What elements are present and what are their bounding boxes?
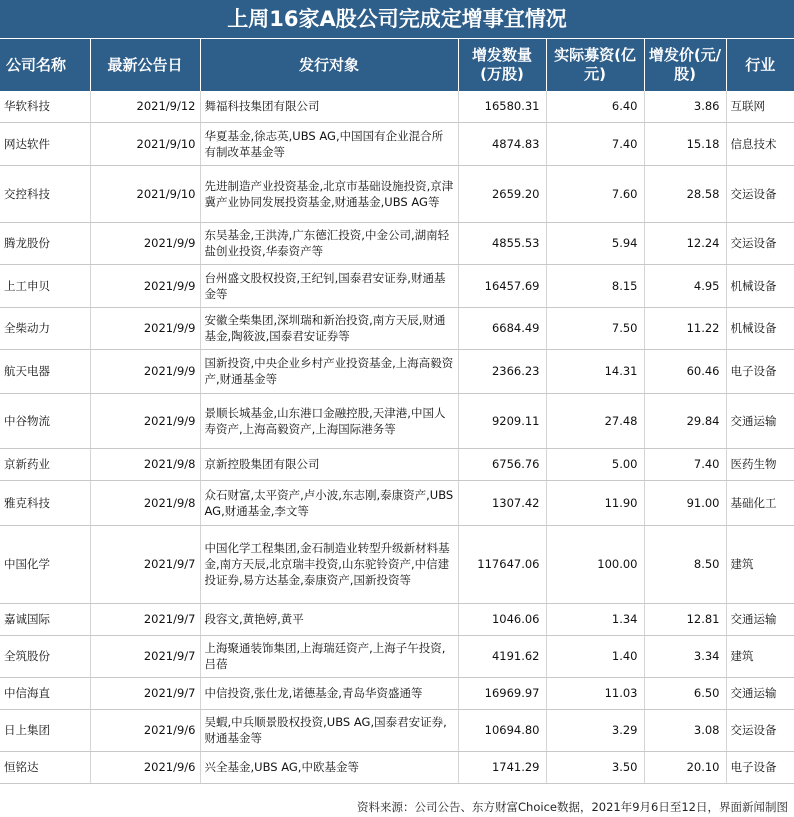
cell-industry: 机械设备 bbox=[726, 264, 794, 307]
cell-investors: 国新投资,中央企业乡村产业投资基金,上海高毅资产,财通基金等 bbox=[200, 349, 458, 393]
cell-industry: 交通运输 bbox=[726, 603, 794, 635]
cell-quantity: 1741.29 bbox=[458, 751, 546, 783]
cell-company: 交控科技 bbox=[0, 165, 90, 222]
cell-company: 上工申贝 bbox=[0, 264, 90, 307]
table-row bbox=[0, 307, 794, 349]
cell-company: 中信海直 bbox=[0, 677, 90, 709]
cell-date: 2021/9/12 bbox=[90, 91, 200, 122]
table-row bbox=[0, 264, 794, 307]
cell-investors: 京新控股集团有限公司 bbox=[200, 448, 458, 480]
cell-investors: 众石财富,太平资产,卢小波,东志刚,泰康资产,UBS AG,财通基金,李文等 bbox=[200, 480, 458, 525]
cell-quantity: 1046.06 bbox=[458, 603, 546, 635]
cell-industry: 建筑 bbox=[726, 525, 794, 603]
cell-quantity: 2366.23 bbox=[458, 349, 546, 393]
cell-company: 华软科技 bbox=[0, 91, 90, 122]
cell-investors: 兴全基金,UBS AG,中欧基金等 bbox=[200, 751, 458, 783]
page-title: 上周16家A股公司完成定增事宜情况 bbox=[0, 0, 794, 39]
cell-company: 恒铭达 bbox=[0, 751, 90, 783]
placement-table bbox=[0, 39, 794, 784]
cell-industry: 电子设备 bbox=[726, 751, 794, 783]
cell-quantity: 16580.31 bbox=[458, 91, 546, 122]
cell-investors: 华夏基金,徐志英,UBS AG,中国国有企业混合所有制改革基金等 bbox=[200, 122, 458, 165]
cell-price: 12.24 bbox=[644, 222, 726, 264]
cell-date: 2021/9/9 bbox=[90, 222, 200, 264]
cell-raised: 100.00 bbox=[546, 525, 644, 603]
cell-industry: 交运设备 bbox=[726, 709, 794, 751]
cell-raised: 11.90 bbox=[546, 480, 644, 525]
cell-date: 2021/9/10 bbox=[90, 122, 200, 165]
cell-investors: 舞福科技集团有限公司 bbox=[200, 91, 458, 122]
table-header-row bbox=[0, 39, 794, 91]
cell-quantity: 4874.83 bbox=[458, 122, 546, 165]
cell-industry: 互联网 bbox=[726, 91, 794, 122]
cell-quantity: 4855.53 bbox=[458, 222, 546, 264]
cell-investors: 台州盛文股权投资,王纪钊,国泰君安证券,财通基金等 bbox=[200, 264, 458, 307]
cell-industry: 电子设备 bbox=[726, 349, 794, 393]
table-row bbox=[0, 525, 794, 603]
cell-industry: 医药生物 bbox=[726, 448, 794, 480]
cell-quantity: 16969.97 bbox=[458, 677, 546, 709]
table-row bbox=[0, 122, 794, 165]
cell-industry: 信息技术 bbox=[726, 122, 794, 165]
header-investors: 发行对象 bbox=[200, 39, 458, 91]
table-row bbox=[0, 222, 794, 264]
cell-price: 12.81 bbox=[644, 603, 726, 635]
cell-date: 2021/9/9 bbox=[90, 393, 200, 448]
cell-price: 91.00 bbox=[644, 480, 726, 525]
table-row bbox=[0, 751, 794, 783]
cell-company: 网达软件 bbox=[0, 122, 90, 165]
table-body bbox=[0, 91, 794, 783]
cell-industry: 交通运输 bbox=[726, 393, 794, 448]
cell-quantity: 1307.42 bbox=[458, 480, 546, 525]
table-row bbox=[0, 448, 794, 480]
cell-company: 雅克科技 bbox=[0, 480, 90, 525]
header-price: 增发价(元/股) bbox=[644, 39, 726, 91]
cell-quantity: 2659.20 bbox=[458, 165, 546, 222]
cell-date: 2021/9/8 bbox=[90, 480, 200, 525]
cell-price: 7.40 bbox=[644, 448, 726, 480]
cell-investors: 中国化学工程集团,金石制造业转型升级新材料基金,南方天辰,北京瑞丰投资,山东驼铃资产,中信建投证券,易方达基金,泰康资产,国新投资等 bbox=[200, 525, 458, 603]
cell-raised: 7.50 bbox=[546, 307, 644, 349]
cell-industry: 交运设备 bbox=[726, 165, 794, 222]
cell-date: 2021/9/7 bbox=[90, 603, 200, 635]
cell-quantity: 6756.76 bbox=[458, 448, 546, 480]
table-row bbox=[0, 709, 794, 751]
cell-investors: 上海聚通装饰集团,上海瑞廷资产,上海子午投资,吕蓓 bbox=[200, 635, 458, 677]
source-note: 资料来源：公司公告、东方财富Choice数据，2021年9月6日至12日，界面新闻制图 bbox=[0, 797, 794, 817]
cell-company: 嘉诚国际 bbox=[0, 603, 90, 635]
cell-investors: 先进制造产业投资基金,北京市基础设施投资,京津冀产业协同发展投资基金,财通基金,UBS AG等 bbox=[200, 165, 458, 222]
cell-date: 2021/9/9 bbox=[90, 264, 200, 307]
cell-date: 2021/9/7 bbox=[90, 525, 200, 603]
cell-raised: 5.00 bbox=[546, 448, 644, 480]
table-row bbox=[0, 393, 794, 448]
cell-price: 29.84 bbox=[644, 393, 726, 448]
header-company: 公司名称 bbox=[0, 39, 90, 91]
cell-date: 2021/9/7 bbox=[90, 677, 200, 709]
cell-price: 60.46 bbox=[644, 349, 726, 393]
cell-date: 2021/9/8 bbox=[90, 448, 200, 480]
cell-raised: 7.40 bbox=[546, 122, 644, 165]
cell-raised: 3.50 bbox=[546, 751, 644, 783]
cell-industry: 交通运输 bbox=[726, 677, 794, 709]
cell-price: 28.58 bbox=[644, 165, 726, 222]
cell-company: 腾龙股份 bbox=[0, 222, 90, 264]
cell-company: 中谷物流 bbox=[0, 393, 90, 448]
cell-company: 全筑股份 bbox=[0, 635, 90, 677]
cell-investors: 段容文,黄艳婷,黄平 bbox=[200, 603, 458, 635]
cell-raised: 1.34 bbox=[546, 603, 644, 635]
header-raised: 实际募资(亿元) bbox=[546, 39, 644, 91]
header-date: 最新公告日 bbox=[90, 39, 200, 91]
cell-price: 6.50 bbox=[644, 677, 726, 709]
cell-investors: 景顺长城基金,山东港口金融控股,天津港,中国人寿资产,上海高毅资产,上海国际港务等 bbox=[200, 393, 458, 448]
cell-date: 2021/9/9 bbox=[90, 307, 200, 349]
cell-raised: 7.60 bbox=[546, 165, 644, 222]
cell-raised: 27.48 bbox=[546, 393, 644, 448]
cell-raised: 11.03 bbox=[546, 677, 644, 709]
cell-raised: 8.15 bbox=[546, 264, 644, 307]
table-row bbox=[0, 480, 794, 525]
cell-price: 3.08 bbox=[644, 709, 726, 751]
table-row bbox=[0, 91, 794, 122]
cell-date: 2021/9/6 bbox=[90, 709, 200, 751]
table-row bbox=[0, 603, 794, 635]
cell-date: 2021/9/6 bbox=[90, 751, 200, 783]
cell-industry: 机械设备 bbox=[726, 307, 794, 349]
cell-raised: 14.31 bbox=[546, 349, 644, 393]
cell-raised: 3.29 bbox=[546, 709, 644, 751]
cell-price: 3.34 bbox=[644, 635, 726, 677]
table-row bbox=[0, 677, 794, 709]
cell-price: 11.22 bbox=[644, 307, 726, 349]
cell-industry: 交运设备 bbox=[726, 222, 794, 264]
cell-quantity: 16457.69 bbox=[458, 264, 546, 307]
cell-date: 2021/9/7 bbox=[90, 635, 200, 677]
cell-price: 15.18 bbox=[644, 122, 726, 165]
cell-date: 2021/9/10 bbox=[90, 165, 200, 222]
cell-price: 4.95 bbox=[644, 264, 726, 307]
cell-industry: 建筑 bbox=[726, 635, 794, 677]
cell-quantity: 117647.06 bbox=[458, 525, 546, 603]
cell-quantity: 4191.62 bbox=[458, 635, 546, 677]
cell-raised: 5.94 bbox=[546, 222, 644, 264]
cell-raised: 6.40 bbox=[546, 91, 644, 122]
cell-investors: 中信投资,张仕龙,诺德基金,青岛华资盛通等 bbox=[200, 677, 458, 709]
table-row bbox=[0, 635, 794, 677]
cell-price: 20.10 bbox=[644, 751, 726, 783]
header-quantity: 增发数量(万股) bbox=[458, 39, 546, 91]
cell-company: 日上集团 bbox=[0, 709, 90, 751]
cell-quantity: 10694.80 bbox=[458, 709, 546, 751]
table-row bbox=[0, 349, 794, 393]
cell-quantity: 9209.11 bbox=[458, 393, 546, 448]
cell-date: 2021/9/9 bbox=[90, 349, 200, 393]
cell-quantity: 6684.49 bbox=[458, 307, 546, 349]
table-row bbox=[0, 165, 794, 222]
cell-industry: 基础化工 bbox=[726, 480, 794, 525]
cell-company: 航天电器 bbox=[0, 349, 90, 393]
cell-investors: 吴蝦,中兵顺景股权投资,UBS AG,国泰君安证券,财通基金等 bbox=[200, 709, 458, 751]
cell-price: 3.86 bbox=[644, 91, 726, 122]
cell-investors: 东吴基金,王洪涛,广东德汇投资,中金公司,湖南轻盐创业投资,华泰资产等 bbox=[200, 222, 458, 264]
cell-company: 京新药业 bbox=[0, 448, 90, 480]
cell-raised: 1.40 bbox=[546, 635, 644, 677]
cell-company: 全柴动力 bbox=[0, 307, 90, 349]
header-industry: 行业 bbox=[726, 39, 794, 91]
cell-company: 中国化学 bbox=[0, 525, 90, 603]
cell-investors: 安徽全柴集团,深圳瑞和新治投资,南方天辰,财通基金,陶筱波,国泰君安证券等 bbox=[200, 307, 458, 349]
cell-price: 8.50 bbox=[644, 525, 726, 603]
